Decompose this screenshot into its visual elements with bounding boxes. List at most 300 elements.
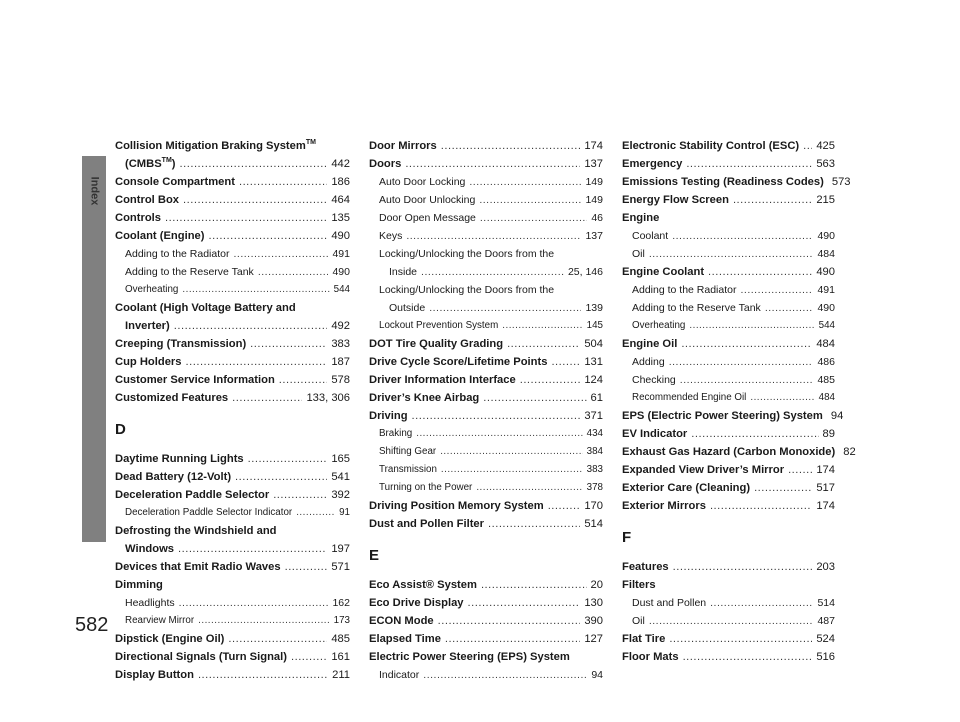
leader-dots [741,281,814,299]
leader-dots [248,450,328,468]
index-entry-text: Oil [632,615,645,627]
page-reference: 573 [831,176,851,188]
trademark-sup: TM [305,139,316,146]
index-entry-text: Recommended Engine Oil [632,392,747,403]
leader-dots [681,335,812,353]
page-reference: 133, 306 [306,392,350,404]
index-entry-text [125,155,176,173]
index-heading-text: Defrosting the Windshield and [115,525,277,537]
index-entry-text: Adding to the Radiator [125,248,230,260]
index-entry [369,173,603,191]
index-entry [369,479,603,497]
index-entry [369,443,603,461]
index-entry [115,486,350,504]
page-reference: 82 [843,446,856,458]
index-entry-text: Deceleration Paddle Selector [115,489,270,501]
index-entry-text: Driving [369,410,408,422]
page-reference: 383 [586,464,603,475]
page-reference: 487 [817,615,835,627]
leader-dots [733,191,812,209]
index-entry [369,299,603,317]
leader-dots [548,497,581,515]
index-entry-text: Lockout Prevention System [379,320,499,331]
index-entry-text: Dipstick (Engine Oil) [115,633,225,645]
index-entry-text: Electronic Stability Control (ESC) [622,140,800,152]
index-entry-text: Exterior Care (Cleaning) [622,482,751,494]
leader-dots [182,281,329,299]
section-letter: D [115,421,126,438]
leader-dots [691,425,818,443]
leader-dots [551,353,580,371]
index-entry-text: Flat Tire [622,633,666,645]
page-reference: 145 [586,320,603,331]
index-entry-text [125,317,170,335]
index-entry-text: Exterior Mirrors [622,500,706,512]
page-reference: 383 [331,338,350,350]
index-entry-text: ECON Mode [369,615,434,627]
index-entry [115,353,350,371]
page-reference: 137 [585,230,603,242]
index-entry [622,191,835,209]
index-entry [369,317,603,335]
index-subheading [369,245,603,263]
leader-dots [279,371,328,389]
leader-dots [228,630,327,648]
page-reference: 384 [586,446,603,457]
index-entry-text: Checking [632,374,676,386]
page-reference: 485 [331,633,350,645]
page-reference: 131 [584,356,603,368]
page-reference: 490 [332,266,350,278]
index-entry [622,630,835,648]
index-entry [622,353,835,371]
leader-dots [673,558,813,576]
index-entry [369,666,603,684]
page-reference: 162 [332,597,350,609]
page-reference: 490 [817,230,835,242]
page-reference: 170 [584,500,603,512]
index-entry [369,335,603,353]
index-entry [115,173,350,191]
index-entry-text: Features [622,561,669,573]
leader-dots [250,335,327,353]
index-entry-text: Adding [632,356,665,368]
page-reference: 211 [332,669,350,681]
index-entry-text: Driving Position Memory System [369,500,544,512]
index-entry [115,209,350,227]
page-reference: 215 [816,194,835,206]
index-column-3 [622,137,856,666]
leader-dots [669,630,812,648]
leader-dots [483,389,586,407]
index-entry-text: Eco Assist® System [369,579,477,591]
leader-dots [183,191,327,209]
index-column-2 [369,137,603,684]
index-entry [369,137,603,155]
page-reference: 371 [584,410,603,422]
page-reference: 434 [586,428,603,439]
leader-dots [750,389,814,407]
leader-dots [165,209,327,227]
page-reference: 20 [590,579,603,591]
leader-dots [649,612,814,630]
page-reference: 187 [331,356,350,368]
index-entry-text: Adding to the Reserve Tank [632,302,761,314]
index-entry-text: Adding to the Reserve Tank [125,266,254,278]
index-entry [622,479,835,497]
leader-dots [198,666,328,684]
page-reference: 490 [817,302,835,314]
index-entry [115,389,350,407]
index-entry-text-part: Inverter) [125,320,170,332]
index-entry-text: Turning on the Power [379,482,473,493]
page-reference: 94 [830,410,844,422]
index-entry-text: Exhaust Gas Hazard (Carbon Monoxide) [622,446,836,458]
page-reference: 484 [817,248,835,260]
page-reference: 578 [331,374,350,386]
page-reference: 390 [584,615,603,627]
leader-dots [488,515,580,533]
index-entry-text: Dead Battery (12-Volt) [115,471,232,483]
leader-dots [476,479,582,497]
leader-dots [406,227,581,245]
leader-dots [683,648,813,666]
index-entry [369,155,603,173]
page-reference: 484 [816,338,835,350]
index-entry [115,245,350,263]
index-entry [369,209,603,227]
index-heading [115,522,350,540]
index-entry [369,389,603,407]
page-reference: 541 [331,471,350,483]
page-reference: 149 [585,176,603,188]
index-entry [622,594,835,612]
index-entry-text: Door Mirrors [369,140,437,152]
page-reference: 544 [333,284,350,295]
page-reference: 425 [816,140,835,152]
index-tab-label-box [82,156,106,226]
index-entry-text: Display Button [115,669,194,681]
index-entry-text: EV Indicator [622,428,688,440]
leader-dots [803,137,812,155]
index-heading [622,576,835,594]
index-entry-text-part: Windows [125,543,174,555]
index-heading-text: Dimming [115,579,163,591]
index-entry [115,335,350,353]
leader-dots [174,317,328,335]
index-entry [369,191,603,209]
index-entry-text: Floor Mats [622,651,679,663]
leader-dots [179,594,329,612]
page-reference: 504 [584,338,603,350]
index-entry-text: Driver Information Interface [369,374,516,386]
index-entry-text: Braking [379,428,413,439]
leader-dots [296,504,335,522]
leader-dots [416,425,582,443]
page-reference: 89 [822,428,835,440]
page-reference: 130 [584,597,603,609]
leader-dots [649,245,814,263]
index-entry [622,497,835,515]
page-reference: 61 [590,392,603,404]
index-entry [369,407,603,425]
index-entry-text [389,263,417,281]
index-entry-text: Energy Flow Screen [622,194,729,206]
page-reference: 174 [816,500,835,512]
index-heading-text: Engine [622,212,660,224]
index-entry [115,612,350,630]
index-entry-text: Coolant [632,230,669,242]
index-entry-text: EPS (Electric Power Steering) System [622,410,823,422]
index-entry [622,299,835,317]
index-entry-text-part: Outside [389,302,426,314]
index-entry [369,612,603,630]
index-heading [115,576,350,594]
index-entry-text: Devices that Emit Radio Waves [115,561,281,573]
page-reference: 491 [817,284,835,296]
leader-dots [445,630,580,648]
index-entry [115,504,350,522]
index-entry [369,425,603,443]
index-entry-text: Driver’s Knee Airbag [369,392,480,404]
index-heading-text: Coolant (High Voltage Battery and [115,302,296,314]
leader-dots [520,371,581,389]
index-entry [115,281,350,299]
leader-dots [469,173,581,191]
index-entry [115,468,350,486]
page-reference: 544 [818,320,835,331]
index-entry-text: Dust and Pollen [632,597,707,609]
index-entry-text: Auto Door Locking [379,176,466,188]
index-entry [622,371,835,389]
page-reference: 563 [816,158,835,170]
index-entry [115,317,350,335]
index-heading [369,648,603,666]
index-entry-text: Expanded View Driver’s Mirror [622,464,785,476]
index-entry-text: Directional Signals (Turn Signal) [115,651,287,663]
leader-dots [285,558,328,576]
leader-dots [180,155,328,173]
leader-dots [710,497,812,515]
leader-dots [468,594,581,612]
leader-dots [198,612,330,630]
page-reference: 486 [817,356,835,368]
index-entry-text: Transmission [379,464,437,475]
index-entry [115,227,350,245]
page-reference: 491 [332,248,350,260]
index-entry-text [125,540,174,558]
index-entry-text: Daytime Running Lights [115,453,244,465]
page-reference: 127 [584,633,603,645]
leader-dots [209,227,328,245]
leader-dots [686,155,812,173]
index-entry [622,281,835,299]
leader-dots [669,353,814,371]
index-heading [115,299,350,317]
index-entry [622,263,835,281]
index-entry-text: Deceleration Paddle Selector Indicator [125,507,293,518]
leader-dots [405,155,580,173]
leader-dots [440,443,582,461]
page-reference: 392 [331,489,350,501]
leader-dots [502,317,582,335]
page-reference: 149 [585,194,603,206]
page-reference: 186 [331,176,350,188]
page-reference: 516 [816,651,835,663]
index-entry-text: Door Open Message [379,212,476,224]
index-heading [622,209,835,227]
index-entry [622,155,835,173]
index-entry-text: Overheating [632,320,686,331]
index-entry [622,425,835,443]
index-entry [622,317,835,335]
page-reference: 46 [591,212,603,224]
leader-dots [754,479,812,497]
index-entry [622,389,835,407]
index-entry-text-part: (CMBS [125,158,162,170]
index-entry-text: Control Box [115,194,180,206]
page-reference: 94 [591,669,603,681]
page-reference: 25, 146 [567,266,603,278]
index-entry [622,558,835,576]
page-reference: 492 [331,320,350,332]
index-entry [115,155,350,173]
leader-dots [765,299,814,317]
index-entry-text: Creeping (Transmission) [115,338,247,350]
index-column-1 [115,137,350,684]
index-entry [369,353,603,371]
index-entry-text: Customer Service Information [115,374,275,386]
leader-dots [672,227,813,245]
index-entry-text: Engine Coolant [622,266,705,278]
leader-dots [412,407,581,425]
page-reference: 514 [584,518,603,530]
index-entry-text: Doors [369,158,402,170]
index-entry [622,443,856,461]
index-entry-text [389,299,425,317]
index-entry [622,173,851,191]
index-entry-text: Auto Door Unlocking [379,194,476,206]
index-entry [369,227,603,245]
index-entry-text: Customized Features [115,392,229,404]
index-entry-text: Oil [632,248,645,260]
trademark-sup: TM [161,157,172,164]
leader-dots [710,594,813,612]
index-entry [115,450,350,468]
leader-dots [429,299,581,317]
index-entry [622,245,835,263]
index-entry-text: Shifting Gear [379,446,437,457]
index-entry-text: Controls [115,212,161,224]
leader-dots [708,263,812,281]
page-reference: 174 [584,140,603,152]
index-entry [369,497,603,515]
leader-dots [689,317,814,335]
index-entry [115,540,350,558]
index-heading-text: Filters [622,579,656,591]
leader-dots [258,263,329,281]
page-reference: 490 [331,230,350,242]
page-reference: 484 [818,392,835,403]
index-entry [369,461,603,479]
index-entry [115,630,350,648]
index-entry-text: Emissions Testing (Readiness Codes) [622,176,824,188]
index-entry [369,594,603,612]
leader-dots [507,335,580,353]
page-reference: 442 [331,158,350,170]
page-reference: 571 [331,561,350,573]
index-entry [622,648,835,666]
index-entry-text: Elapsed Time [369,633,441,645]
leader-dots [273,486,327,504]
page-reference: 165 [331,453,350,465]
index-entry [622,461,835,479]
index-entry [115,666,350,684]
index-entry-text: Dust and Pollen Filter [369,518,484,530]
index-entry-text: Cup Holders [115,356,182,368]
index-entry-text: Emergency [622,158,683,170]
index-entry-text: Overheating [125,284,179,295]
leader-dots [421,263,564,281]
index-entry [369,576,603,594]
page-number: 582 [75,614,109,636]
index-entry-text: Console Compartment [115,176,235,188]
index-entry-text: Keys [379,230,403,242]
leader-dots [479,191,581,209]
page-reference: 517 [816,482,835,494]
leader-dots [235,468,327,486]
page-reference: 485 [817,374,835,386]
index-heading-text: Collision Mitigation Braking System [115,140,306,152]
page-reference: 203 [816,561,835,573]
index-entry-text: Headlights [125,597,175,609]
page-reference: 124 [584,374,603,386]
index-entry [115,558,350,576]
leader-dots [480,209,587,227]
index-entry [622,407,844,425]
leader-dots [234,245,329,263]
page-reference: 378 [586,482,603,493]
index-entry [115,594,350,612]
index-subheading [369,281,603,299]
index-heading [115,137,350,155]
page-reference: 524 [816,633,835,645]
index-entry-text: Coolant (Engine) [115,230,205,242]
index-entry [115,648,350,666]
index-entry-text-part: Inside [389,266,418,278]
index-entry [115,191,350,209]
page-reference: 139 [585,302,603,314]
leader-dots [481,576,587,594]
page-reference: 514 [817,597,835,609]
index-entry [622,137,835,155]
index-entry [622,227,835,245]
leader-dots [186,353,328,371]
leader-dots [680,371,814,389]
section-letter: F [622,529,632,546]
index-entry [115,263,350,281]
index-entry-text: Engine Oil [622,338,678,350]
page-reference: 137 [584,158,603,170]
index-entry-text: Indicator [379,669,420,681]
page-reference: 490 [816,266,835,278]
index-entry [369,630,603,648]
index-entry-text: Rearview Mirror [125,615,195,626]
index-entry-text: Eco Drive Display [369,597,464,609]
index-entry [622,335,835,353]
index-tab-label: Index [88,176,101,206]
index-entry [115,371,350,389]
